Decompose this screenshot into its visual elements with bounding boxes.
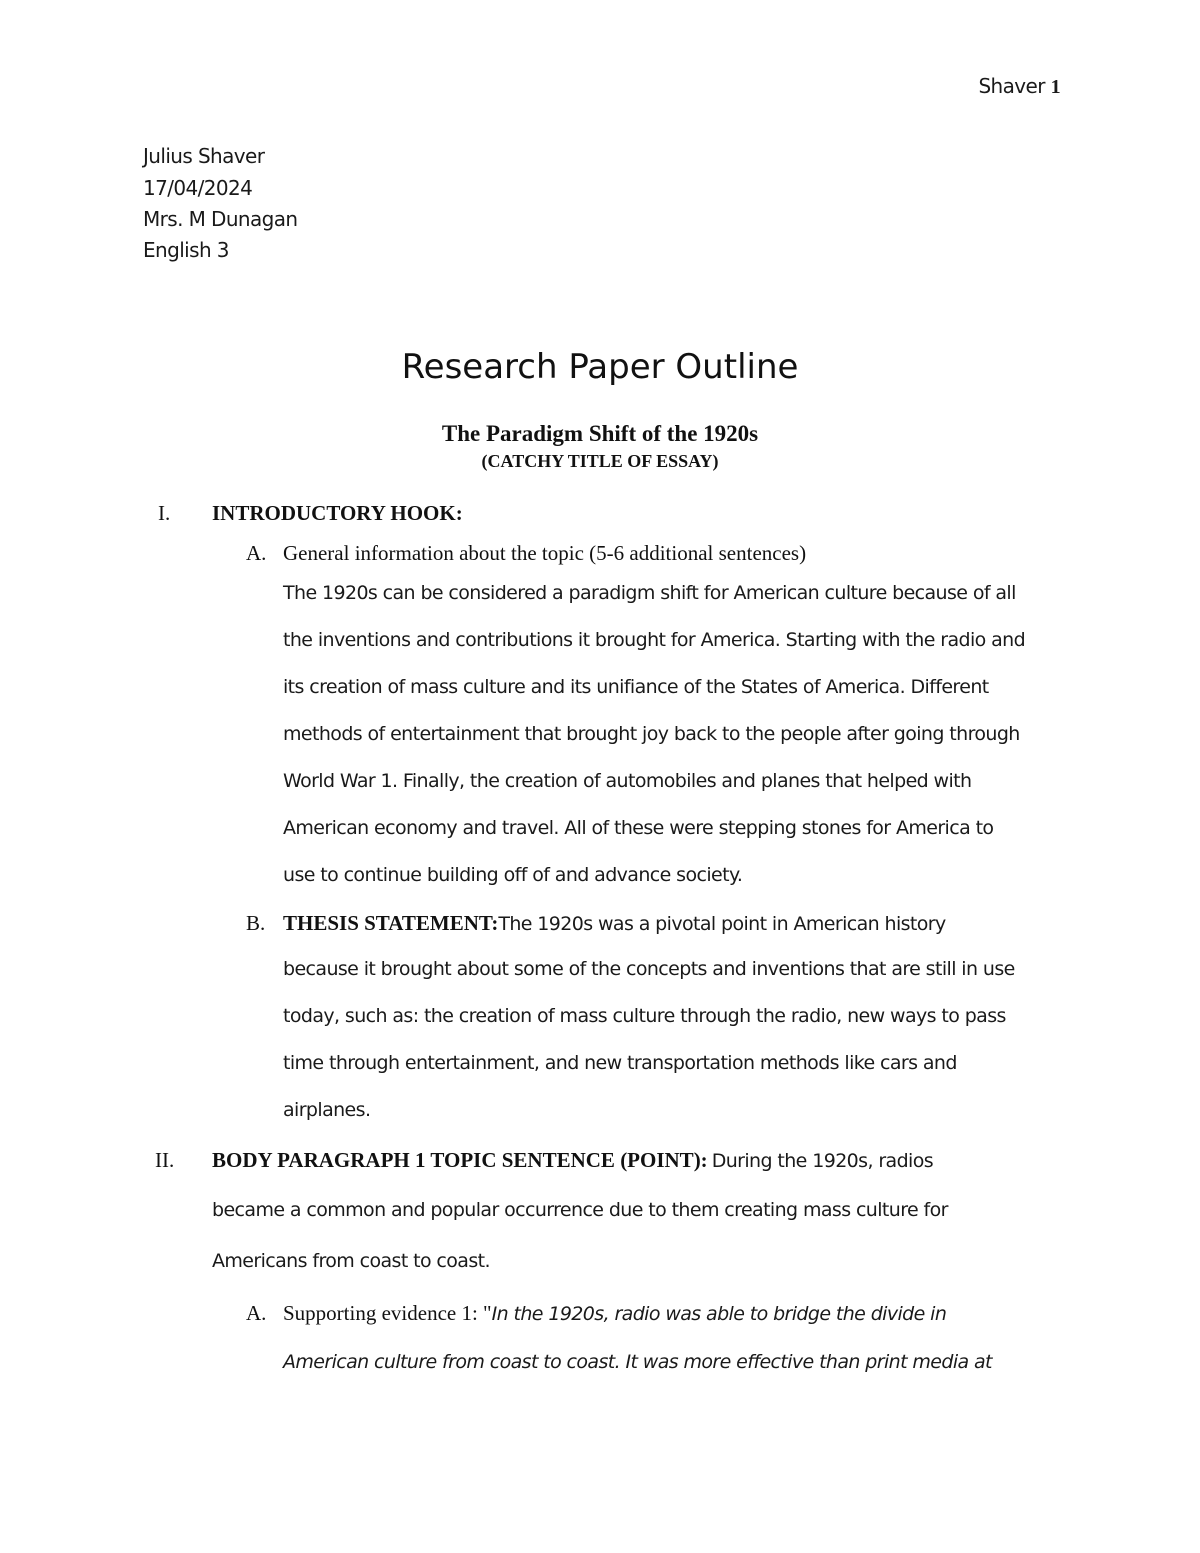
document-title: Research Paper Outline — [401, 347, 799, 387]
date: 17/04/2024 — [143, 176, 253, 200]
body-line: the inventions and contributions it brought for America. Starting with the radio and — [283, 629, 1026, 651]
running-head — [978, 74, 1060, 99]
outline-numeral-1: I. — [158, 501, 171, 525]
page-number: 1 — [1050, 76, 1060, 98]
body-line: time through entertainment, and new transportation methods like cars and — [283, 1052, 957, 1074]
teacher-name: Mrs. M Dunagan — [143, 207, 298, 231]
evidence-prompt: Supporting evidence 1: " — [283, 1301, 492, 1325]
quote-line: American culture from coast to coast. It was more effective than print media at — [283, 1351, 992, 1373]
essay-title: The Paradigm Shift of the 1920s — [441, 421, 759, 446]
section-label-body1: BODY PARAGRAPH 1 TOPIC SENTENCE (POINT): — [212, 1148, 708, 1172]
body1-text: During the 1920s, radios — [711, 1150, 934, 1172]
item-letter-1b: B. — [246, 911, 266, 935]
evidence-quote: In the 1920s, radio was able to bridge the divide in — [491, 1303, 947, 1325]
course-name: English 3 — [143, 238, 229, 262]
body-line: because it brought about some of the concepts and inventions that are still in use — [283, 958, 1015, 980]
section-label-intro: INTRODUCTORY HOOK: — [212, 501, 463, 525]
body1-first-line — [212, 1148, 933, 1173]
evidence-first-line — [283, 1301, 946, 1326]
item-letter-1a: A. — [246, 541, 267, 565]
body-line: American economy and travel. All of these were stepping stones for America to — [283, 817, 994, 839]
item-letter-2a: A. — [246, 1301, 267, 1325]
body-line: Americans from coast to coast. — [212, 1250, 490, 1272]
item-prompt-1a: General information about the topic (5-6 additional sentences) — [283, 541, 807, 565]
outline-numeral-2: II. — [155, 1148, 175, 1172]
body-line: airplanes. — [283, 1099, 371, 1121]
thesis-label: THESIS STATEMENT: — [283, 911, 499, 935]
running-head-name: Shaver — [978, 74, 1045, 98]
essay-title-hint: (CATCHY TITLE OF ESSAY) — [481, 451, 719, 471]
body-line: became a common and popular occurrence due to them creating mass culture for — [212, 1199, 948, 1221]
student-name: Julius Shaver — [143, 144, 265, 168]
body-line: methods of entertainment that brought joy back to the people after going through — [283, 723, 1020, 745]
thesis-text: The 1920s was a pivotal point in American history — [498, 913, 946, 935]
body-line: use to continue building off of and advance society. — [283, 864, 743, 886]
body-line: World War 1. Finally, the creation of automobiles and planes that helped with — [283, 770, 972, 792]
body-line: its creation of mass culture and its unifiance of the States of America. Different — [283, 676, 989, 698]
body-line: today, such as: the creation of mass culture through the radio, new ways to pass — [283, 1005, 1006, 1027]
thesis-first-line — [283, 911, 946, 936]
body-line: The 1920s can be considered a paradigm shift for American culture because of all — [283, 582, 1016, 604]
